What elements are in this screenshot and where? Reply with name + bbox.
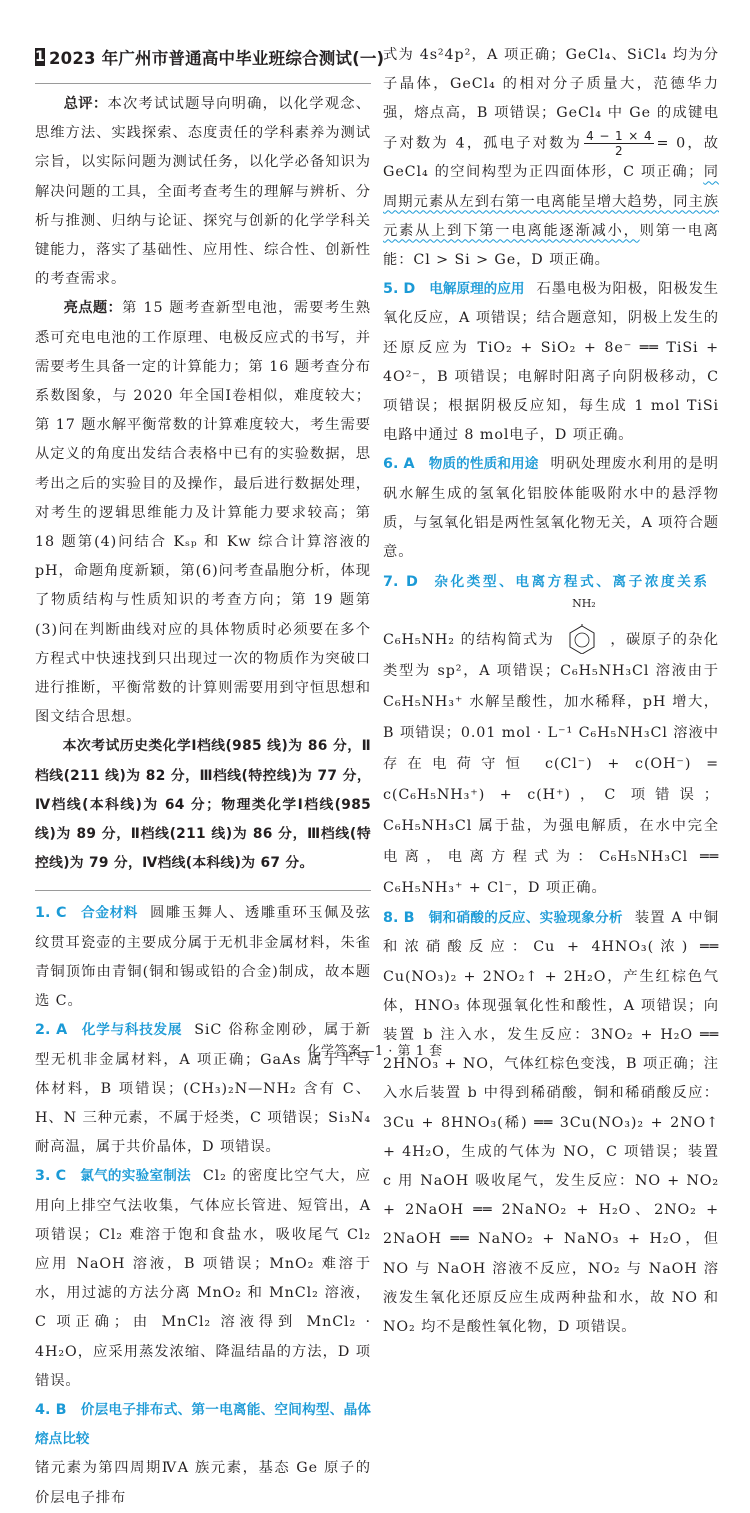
answer-number: 7. D — [383, 574, 418, 591]
overview-text: 本次考试试题导向明确，以化学观念、思维方法、实践探索、态度责任的学科素养为测试宗旨，以实际问题为测试任务，以化学必备知识为解决问题的工具，全面考查考生的理解与辨析、分析与推测、归纳与论证、探究与创新的化学学科关键能力，落实了基础性、应用性、综合性、创新性的考查需求。 — [35, 96, 371, 288]
answer-text: 石墨电极为阳极，阳极发生氧化反应，A 项错误；结合题意知，阴极上发生的还原反应为 TiO₂ + SiO₂ + 8e⁻ ══ TiSi + 4O²⁻，B 项错误；电解时阳离子向阴极移动，C 项错误；根据阴极反应知，每生成 1 mol TiSi 电路中通过 8 mol电子，D 项正确。 — [383, 281, 719, 444]
answer-item-2 — [35, 1016, 371, 1162]
overview-paragraph — [35, 90, 371, 294]
section-number-badge: 1 — [35, 49, 45, 65]
answer-topic: 合金材料 — [80, 905, 139, 922]
highlights-label: 亮点题： — [63, 300, 123, 317]
answer-number: 4. B — [35, 1401, 67, 1418]
wavy-underlined-text: 同周期元素从左到右第一电离能呈增大趋势，同主族元素从上到下第一电离能逐渐减小， — [383, 164, 719, 239]
answer-topic: 物质的性质和用途 — [428, 456, 539, 473]
answer-text: Cl₂ 的密度比空气大，应用向上排空气法收集，气体应长管进、短管出，A 项错误；Cl₂ 难溶于饱和食盐水，吸收尾气 Cl₂ 应用 NaOH 溶液，B 项错误；MnO₂ 难溶于水，用过滤的方法分离 MnO₂ 和 MnCl₂ 溶液，C 项正确；由 MnCl₂ 溶液得到 MnCl₂ · 4H₂O，应采用蒸发浓缩、降温结晶的方法，D 项错误。 — [35, 1168, 371, 1389]
divider — [35, 83, 371, 84]
answer-item-8 — [383, 904, 719, 1342]
page-title — [35, 40, 385, 74]
answer-item-6 — [383, 450, 719, 567]
answer-text: C₆H₅NH₂ 的结构简式为 — [383, 632, 555, 649]
answer-text: SiC 俗称金刚砂，属于新型无机非金属材料，A 项正确；GaAs 属于半导体材料，B 项错误；(CH₃)₂N—NH₂ 含有 C、H、N 三种元素，不属于烃类，C 项错误；Si₃N₄ 耐高温，属于共价晶体，D 项错误。 — [35, 1022, 372, 1156]
answer-text: 装置 A 中铜和浓硝酸反应：Cu + 4HNO₃(浓) ══ Cu(NO₃)₂ + 2NO₂↑ + 2H₂O，产生红棕色气体，HNO₃ 体现强氧化性和酸性，A 项错误；向装置 b 注入水，发生反应：3NO₂ + H₂O ══ 2HNO₃ + NO，气体红棕色变浅，B 项正确；注入水后装置 b 中得到稀硝酸，铜和稀硝酸反应：3Cu + 8HNO₃(稀) ══ 3Cu(NO₃)₂ + 2NO↑ + 4H₂O，生成的气体为 NO，C 项错误；装置 c 用 NaOH 吸收尾气，发生反应：NO + NO₂ + 2NaOH ══ 2NaNO₂ + H₂O、2NO₂ + 2NaOH ══ NaNO₂ + NaNO₃ + H₂O，但 NO 与 NaOH 溶液不反应，NO₂ 与 NaOH 溶液发生氧化还原反应生成两种盐和水，故 NO 和 NO₂ 均不是酸性氧化物，D 项错误。 — [383, 910, 720, 1335]
answer-topic: 价层电子排布式、第一电离能、空间构型、晶体熔点比较 — [35, 1401, 371, 1448]
answer-topic: 杂化类型、电离方程式、离子浓度关系 — [431, 574, 707, 591]
answer-text: 锗元素为第四周期ⅣA 族元素，基态 Ge 原子的价层电子排布 — [35, 1460, 371, 1506]
answer-number: 5. D — [383, 281, 416, 298]
fraction-denominator: 2 — [615, 143, 624, 158]
structure-label: NH₂ — [572, 597, 596, 611]
answer-topic: 化学与科技发展 — [81, 1022, 183, 1039]
answer-text: 则第一电离能：Cl > Si > Ge，D 项正确。 — [383, 222, 719, 268]
fraction — [584, 129, 654, 158]
title-text: 2023 年广州市普通高中毕业班综合测试(一) — [48, 49, 385, 68]
fraction-numerator: 4 − 1 × 4 — [586, 128, 653, 143]
answer-number: 1. C — [35, 905, 67, 922]
answer-topic: 氯气的实验室制法 — [80, 1168, 191, 1185]
answer-text: 圆雕玉舞人、透雕重环玉佩及弦纹贯耳瓷壶的主要成分属于无机非金属材料，朱雀青铜顶饰由青铜(铜和锡或铅的合金)制成，故本题选 C。 — [35, 905, 371, 1010]
answer-text: 明矾处理废水利用的是明矾水解生成的氢氧化铝胶体能吸附水中的悬浮物质，与氢氧化铝是两性氢氧化物无关，A 项符合题意。 — [383, 456, 720, 560]
answer-text: 式为 4s²4p²，A 项正确；GeCl₄、SiCl₄ 均为分子晶体，GeCl₄ 的相对分子质量大，范德华力强，熔点高，B 项错误；GeCl₄ 中 Ge 的成键电子对数为 4，孤电子对数为 — [383, 47, 719, 152]
answer-topic: 铜和硝酸的反应、实验现象分析 — [428, 910, 623, 927]
answer-number: 8. B — [383, 910, 415, 927]
answer-text: = 0，故 GeCl₄ 的空间构型为正四面体形，C 项正确； — [383, 135, 720, 181]
highlights-paragraph — [35, 294, 371, 732]
score-lines-paragraph: 本次考试历史类化学Ⅰ档线(985 线)为 86 分，Ⅱ档线(211 线)为 82 分，Ⅲ档线(特控线)为 77 分，Ⅳ档线(本科线)为 64 分；物理类化学Ⅰ档线(985 线)为 89 分，Ⅱ档线(211 线)为 86 分，Ⅲ档线(特控线)为 79 分，Ⅳ档线(本科线)为 67 分。 — [35, 738, 371, 872]
answer-number: 2. A — [35, 1022, 68, 1039]
answer-item-7 — [383, 567, 719, 904]
answer-item-1 — [35, 899, 371, 1016]
overview-label: 总评： — [63, 96, 108, 112]
benzene-ring-icon — [564, 624, 600, 654]
answer-number: 3. C — [35, 1168, 67, 1185]
answer-item-5 — [383, 275, 719, 450]
answer-item-4-continued — [383, 41, 719, 275]
answer-item-3 — [35, 1162, 371, 1396]
answer-item-4-start — [35, 1396, 371, 1454]
answer-number: 6. A — [383, 456, 415, 473]
right-column — [383, 41, 719, 1342]
aniline-structure — [564, 597, 600, 654]
highlights-text: 第 15 题考查新型电池，需要考生熟悉可充电电池的工作原理、电极反应式的书写，并需要考生具备一定的计算能力；第 16 题考查分布系数图象，与 2020 年全国Ⅰ卷相似，难度较大；第 17 题水解平衡常数的计算难度较大，考生需要从定义的角度出发结合表格中已有的实验数据，思考出之后的实验目的及操作，最后进行数据处理，对考生的逻辑思维能力及计算能力要求较高；第 18 题第(4)问结合 Kₛₚ 和 Kw 综合计算溶液的 pH，命题角度新颖，第(6)问考查晶胞分析，体现了物质结构与性质知识的考查方向；第 19 题第(3)问在判断曲线对应的具体物质时必须要在多个方程式中快速找到只出现过一次的物质作为突破口进行推断，平衡常数的计算则需要用到守恒思想和图文结合思想。 — [35, 300, 372, 726]
page-footer: 化学答案—1 · 第 1 套 — [307, 1044, 443, 1059]
answer-text: ，碳原子的杂化类型为 sp²，A 项错误；C₆H₅NH₃Cl 溶液由于 C₆H₅NH₃⁺ 水解呈酸性，加水稀释，pH 增大，B 项错误；0.01 mol · L⁻¹ C₆H₅NH₃Cl 溶液中存在电荷守恒 c(Cl⁻) + c(OH⁻) = c(C₆H₅NH₃⁺) + c(H⁺)，C 项错误；C₆H₅NH₃Cl 属于盐，为强电解质，在水中完全电离，电离方程式为：C₆H₅NH₃Cl ══ C₆H₅NH₃⁺ + Cl⁻，D 项正确。 — [383, 632, 719, 897]
answer-topic: 电解原理的应用 — [429, 281, 525, 298]
divider — [35, 890, 371, 891]
